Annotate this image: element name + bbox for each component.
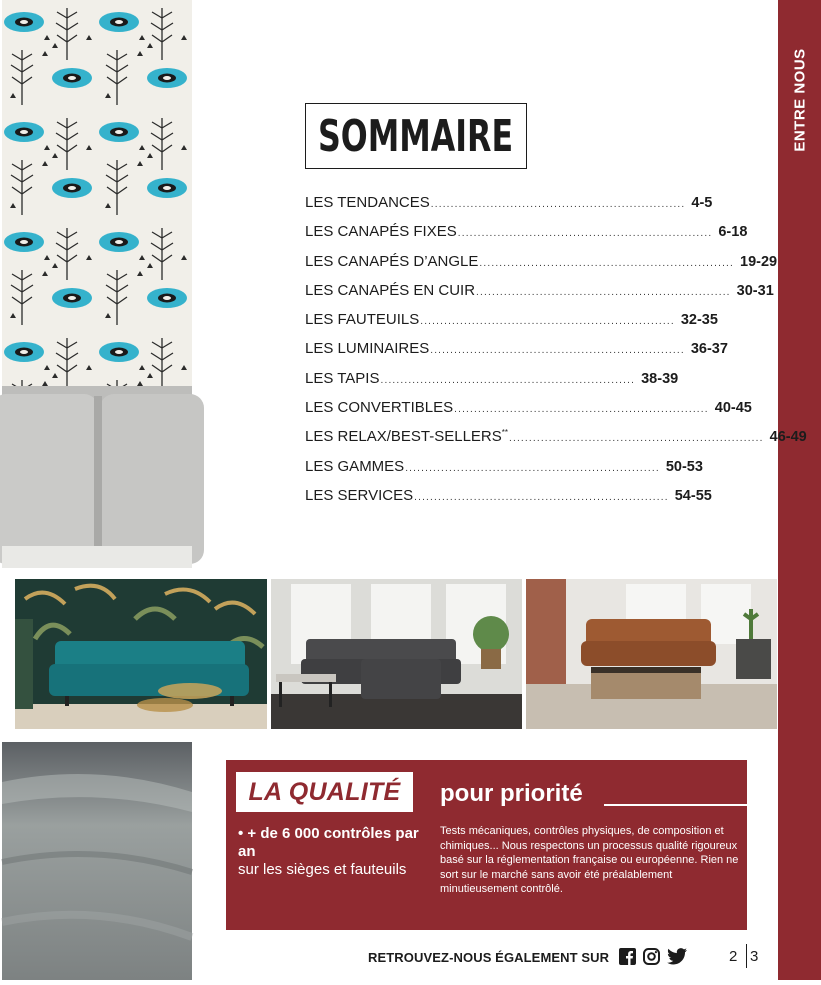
toc-label: LES TAPIS: [305, 369, 380, 387]
toc-page: 38-39: [641, 370, 679, 387]
toc-page: 46-49: [769, 429, 807, 446]
toc-leader-dots: ................................................................: [457, 228, 713, 240]
quality-tag-text: LA QUALITÉ: [248, 777, 401, 806]
toc-leader-dots: ................................................................: [476, 286, 731, 298]
toc-label-text: LES RELAX/BEST-SELLERS: [305, 428, 502, 446]
toc-row[interactable]: [305, 223, 748, 252]
side-band: [778, 0, 821, 980]
toc-label: [305, 428, 508, 445]
toc-leader-dots: ................................................................: [509, 433, 764, 445]
teal-sofa-photo: [15, 579, 267, 729]
quality-rule: [604, 804, 747, 806]
toc-label: LES CANAPÉS EN CUIR: [305, 281, 476, 299]
toc-row[interactable]: [305, 399, 752, 428]
toc-page: 54-55: [674, 487, 712, 504]
title-box: [305, 103, 527, 169]
toc-row[interactable]: [305, 369, 679, 399]
sofa-detail-image: [2, 386, 192, 568]
toc-row[interactable]: [305, 428, 807, 457]
rug-detail-image: [2, 742, 192, 980]
toc-label: LES CANAPÉS D’ANGLE: [305, 252, 479, 270]
toc-leader-dots: ................................................................: [380, 374, 636, 386]
facebook-icon[interactable]: [619, 948, 636, 965]
toc-label: LES CONVERTIBLES: [305, 399, 454, 417]
toc-leader-dots: ................................................................: [454, 404, 709, 416]
toc-label: LES TENDANCES: [305, 194, 430, 211]
toc-label: LES LUMINAIRES: [305, 340, 430, 358]
toc-leader-dots: ................................................................: [430, 199, 686, 210]
toc-page: 4-5: [691, 195, 713, 211]
toc-leader-dots: ................................................................: [420, 316, 675, 328]
toc-row[interactable]: [305, 457, 703, 487]
twitter-icon[interactable]: [667, 948, 687, 965]
page-number-right: 3: [750, 948, 759, 965]
page-number-left: 2: [729, 948, 738, 965]
quality-stat-strong: • + de 6 000 contrôles par an: [238, 825, 419, 860]
toc-label: LES GAMMES: [305, 457, 405, 475]
side-band-label: ENTRE NOUS: [791, 48, 808, 152]
toc-row[interactable]: [305, 281, 774, 311]
toc-row[interactable]: [305, 311, 718, 340]
toc-page: 19-29: [740, 253, 778, 270]
quality-heading: pour priorité: [440, 780, 583, 807]
toc-leader-dots: ................................................................: [430, 345, 685, 357]
grey-sectional-photo: [271, 579, 522, 729]
toc-row[interactable]: [305, 252, 778, 282]
toc-page: 6-18: [718, 224, 748, 241]
leather-sofa-photo: [526, 579, 777, 729]
quality-stat: [238, 825, 438, 879]
toc-page: 30-31: [736, 282, 774, 299]
quality-tag: [236, 772, 413, 812]
toc-label-footnote-mark: **: [501, 428, 508, 438]
toc-label: LES FAUTEUILS: [305, 311, 420, 329]
toc-leader-dots: ................................................................: [479, 257, 735, 269]
toc-leader-dots: ................................................................: [414, 491, 669, 503]
toc-leader-dots: ................................................................: [405, 462, 660, 474]
quality-description: Tests mécaniques, contrôles physiques, de composition et chimiques... Nous respectons un processus qualité rigoureux basé sur la réglementation française ou européenne. Rien ne sort sur le marché sans avoir été préalablement minutieusement contrôlé.: [440, 825, 739, 896]
instagram-icon[interactable]: [643, 948, 660, 965]
wallpaper-image: [2, 0, 192, 386]
quality-box: [226, 760, 747, 930]
toc-page: 32-35: [680, 312, 718, 329]
toc-label: LES CANAPÉS FIXES: [305, 223, 457, 241]
toc-page: 36-37: [690, 341, 728, 358]
footer-social-text: RETROUVEZ-NOUS ÉGALEMENT SUR: [368, 950, 610, 965]
page-title: SOMMAIRE: [318, 110, 514, 162]
page-number-divider: [746, 944, 747, 968]
toc-row[interactable]: [305, 486, 712, 516]
toc-row[interactable]: [305, 194, 713, 223]
quality-stat-normal: sur les sièges et fauteuils: [238, 861, 407, 878]
toc-label: LES SERVICES: [305, 486, 414, 504]
toc-page: 50-53: [665, 458, 703, 475]
table-of-contents: [305, 194, 807, 516]
toc-row[interactable]: [305, 340, 728, 369]
toc-page: 40-45: [714, 400, 752, 417]
